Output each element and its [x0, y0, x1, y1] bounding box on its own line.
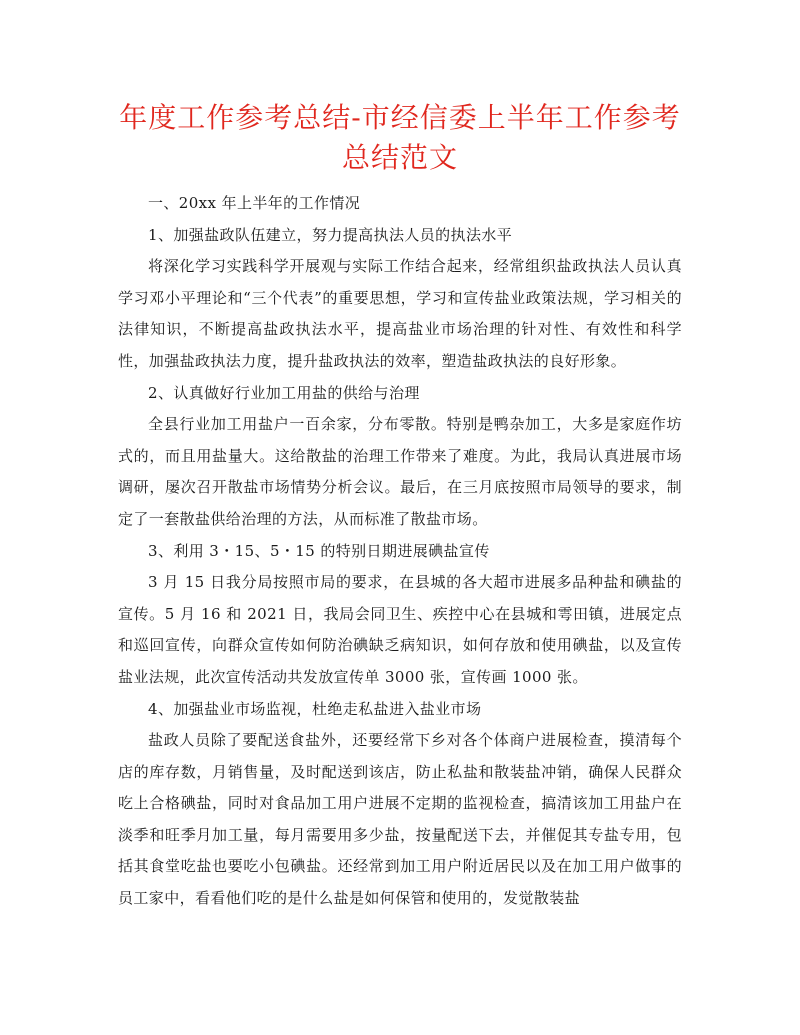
section-heading: 一、20xx 年上半年的工作情况	[148, 194, 361, 212]
body-paragraph: 3 月 15 日我分局按照市局的要求，在县城的各大超市进展多品种盐和碘盐的宣传。5 月 16 和 2021 日，我局会同卫生、疾控中心在县城和雩田镇，进展定点和巡回宣传，向群众宣传如何防治碘缺乏病知识，如何存放和使用碘盐，以及宣传盐业法规，此次宣传活动共发放宣传单 3000 张，宣传画 1000 张。	[118, 573, 682, 686]
body-paragraph: 盐政人员除了要配送食盐外，还要经常下乡对各个体商户进展检查，摸清每个店的库存数，月销售量，及时配送到该店，防止私盐和散装盐冲销，确保人民群众吃上合格碘盐，同时对食品加工用户进展不定期的监视检查，搞清该加工用盐户在淡季和旺季月加工量，每月需要用多少盐，按量配送下去，并催促其专盐专用，包括其食堂吃盐也要吃小包碘盐。还经常到加工用户附近居民以及在加工用户做事的员工家中，看看他们吃的是什么盐是如何保管和使用的，发觉散装盐	[118, 731, 682, 908]
subsection-heading: 3、利用 3・15、5・15 的特别日期进展碘盐宣传	[148, 541, 490, 560]
body-paragraph: 将深化学习实践科学开展观与实际工作结合起来，经常组织盐政执法人员认真学习邓小平理论和“三个代表”的重要思想，学习和宣传盐业政策法规，学习相关的法律知识，不断提高盐政执法水平，提高盐业市场治理的针对性、有效性和科学性，加强盐政执法力度，提升盐政执法的效率，塑造盐政执法的良好形象。	[118, 257, 682, 370]
document-title: 年度工作参考总结-市经信委上半年工作参考总结范文	[119, 101, 681, 174]
body-paragraph: 全县行业加工用盐户一百余家，分布零散。特别是鸭杂加工，大多是家庭作坊式的，而且用盐量大。这给散盐的治理工作带来了难度。为此，我局认真进展市场调研，屡次召开散盐市场情势分析会议。最后，在三月底按照市局领导的要求，制定了一套散盐供给治理的方法，从而标准了散盐市场。	[118, 415, 682, 528]
subsection-heading: 1、加强盐政队伍建立，努力提高执法人员的执法水平	[148, 225, 513, 244]
subsection-heading: 4、加强盐业市场监视，杜绝走私盐进入盐业市场	[148, 699, 482, 718]
subsection-heading: 2、认真做好行业加工用盐的供给与治理	[148, 383, 420, 402]
